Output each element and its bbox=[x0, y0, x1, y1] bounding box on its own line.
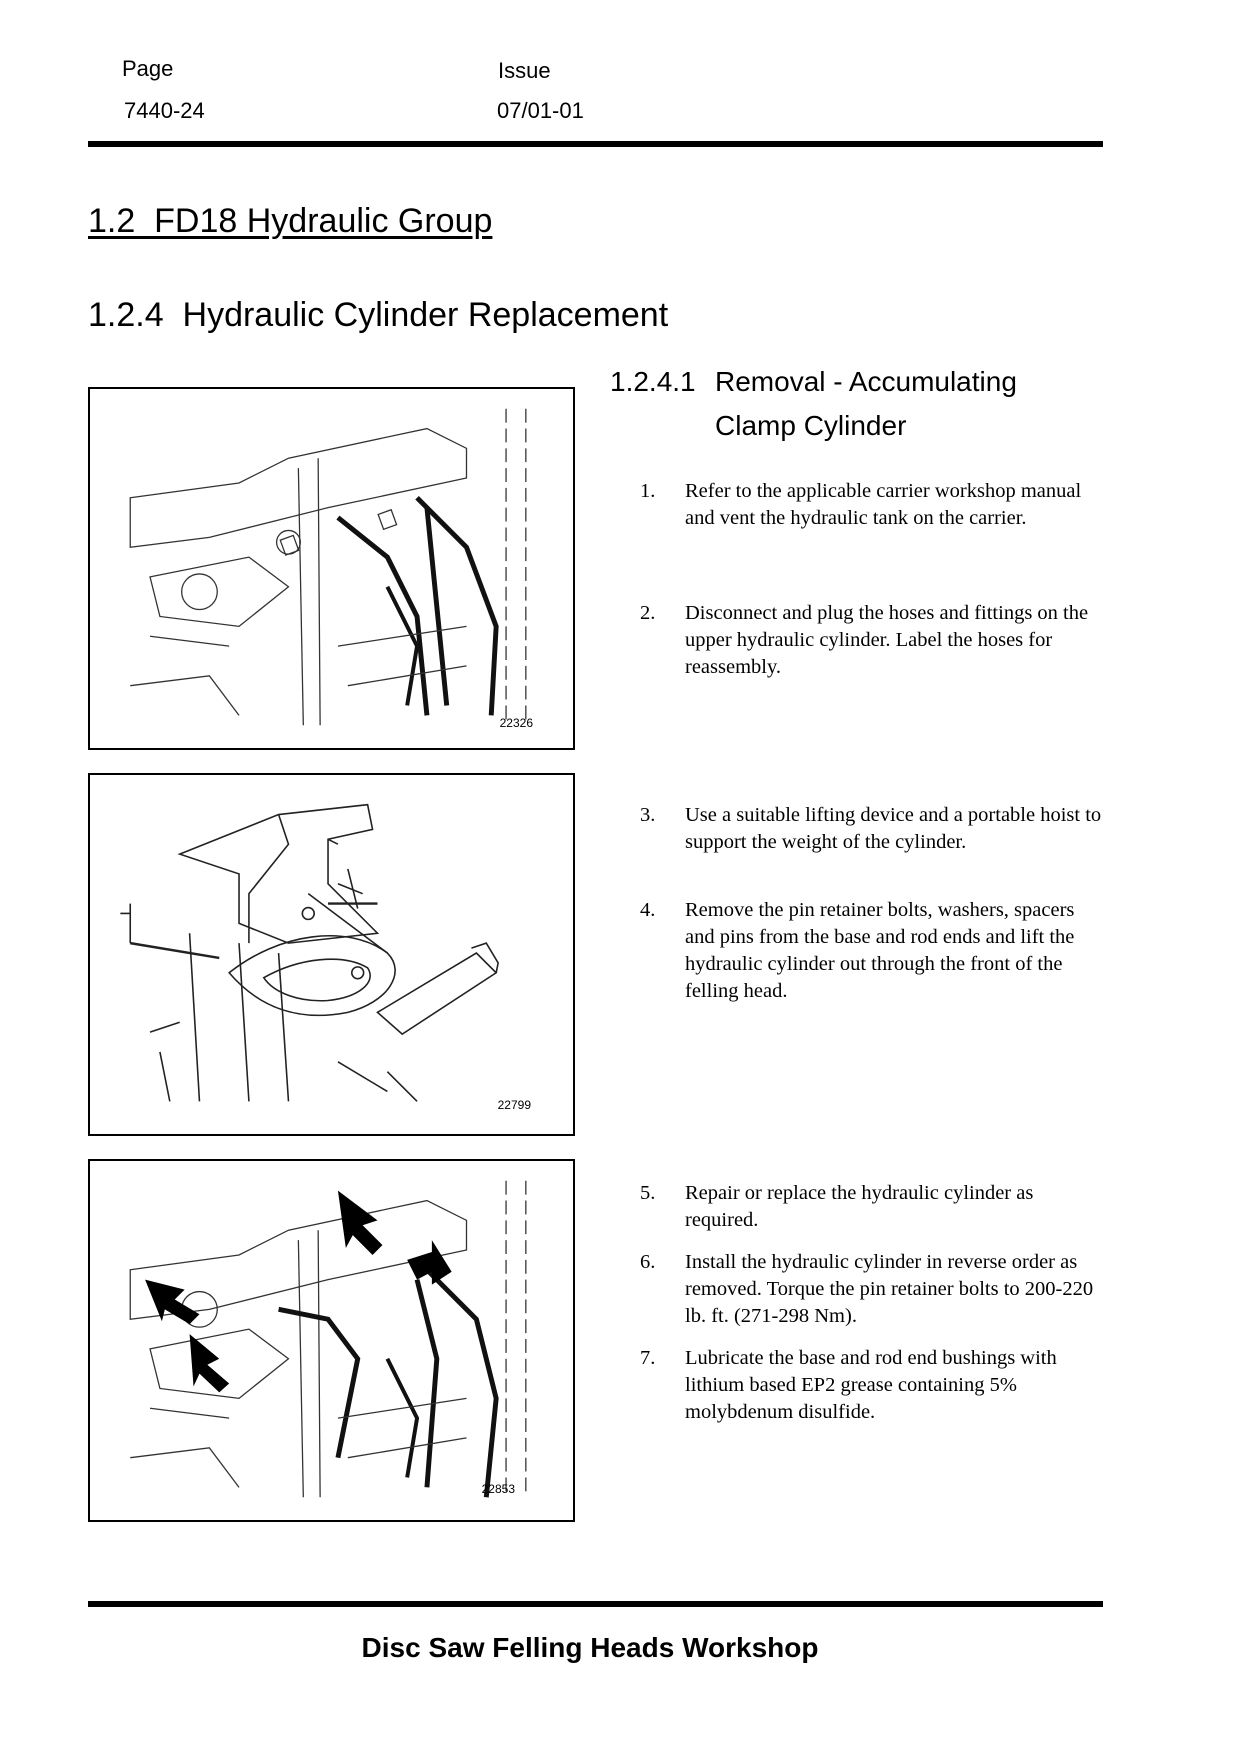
page-label: Page bbox=[122, 56, 174, 81]
footer-title: Disc Saw Felling Heads Workshop bbox=[361, 1632, 819, 1663]
step-number: 6. bbox=[640, 1251, 656, 1273]
step-number: 5. bbox=[640, 1182, 656, 1204]
subsubsection-number: 1.2.4.1 bbox=[610, 366, 696, 397]
subsubsection-title-line1: Removal - Accumulating bbox=[715, 366, 1017, 397]
figure-cylinder-removal bbox=[88, 773, 575, 1136]
step-text: Disconnect and plug the hoses and fittings on the upper hydraulic cylinder. Label the hoses for reassembly. bbox=[685, 602, 1089, 678]
step-text: Install the hydraulic cylinder in reverse order as removed. Torque the pin retainer bolts to 200-220 lb. ft. (271-298 Nm). bbox=[685, 1251, 1094, 1327]
pin-retainer-illustration bbox=[90, 1161, 573, 1520]
step-number: 2. bbox=[640, 602, 656, 624]
issue-label: Issue bbox=[498, 58, 551, 83]
figure-pin-retainer-locations bbox=[88, 1159, 575, 1522]
figure-number: 22326 bbox=[499, 716, 533, 730]
step-text: Repair or replace the hydraulic cylinder as required. bbox=[685, 1182, 1034, 1231]
step-number: 3. bbox=[640, 804, 656, 826]
subsubsection-title-line2: Clamp Cylinder bbox=[715, 410, 907, 441]
step-text: Refer to the applicable carrier workshop manual and vent the hydraulic tank on the carrier. bbox=[685, 480, 1082, 529]
step-number: 7. bbox=[640, 1347, 656, 1369]
page-number: 7440-24 bbox=[124, 98, 205, 123]
step-number: 1. bbox=[640, 480, 656, 502]
cylinder-removal-illustration bbox=[90, 775, 573, 1134]
step-text: Lubricate the base and rod end bushings with lithium based EP2 grease containing 5% molybdenum disulfide. bbox=[685, 1347, 1057, 1423]
figure-number: 22799 bbox=[497, 1098, 531, 1112]
figure-hose-connections bbox=[88, 387, 575, 750]
section-title: 1.2 FD18 Hydraulic Group bbox=[88, 202, 493, 240]
issue-date: 07/01-01 bbox=[497, 98, 584, 123]
step-number: 4. bbox=[640, 899, 656, 921]
subsection-title: 1.2.4 Hydraulic Cylinder Replacement bbox=[88, 296, 669, 334]
step-text: Remove the pin retainer bolts, washers, spacers and pins from the base and rod ends and lift the hydraulic cylinder out through the front of the felling head. bbox=[685, 899, 1075, 1002]
hydraulic-hose-illustration bbox=[90, 389, 573, 748]
figure-number: 22853 bbox=[481, 1482, 515, 1496]
footer-rule bbox=[88, 1601, 1103, 1607]
header-rule bbox=[88, 141, 1103, 147]
step-text: Use a suitable lifting device and a portable hoist to support the weight of the cylinder. bbox=[685, 804, 1102, 853]
